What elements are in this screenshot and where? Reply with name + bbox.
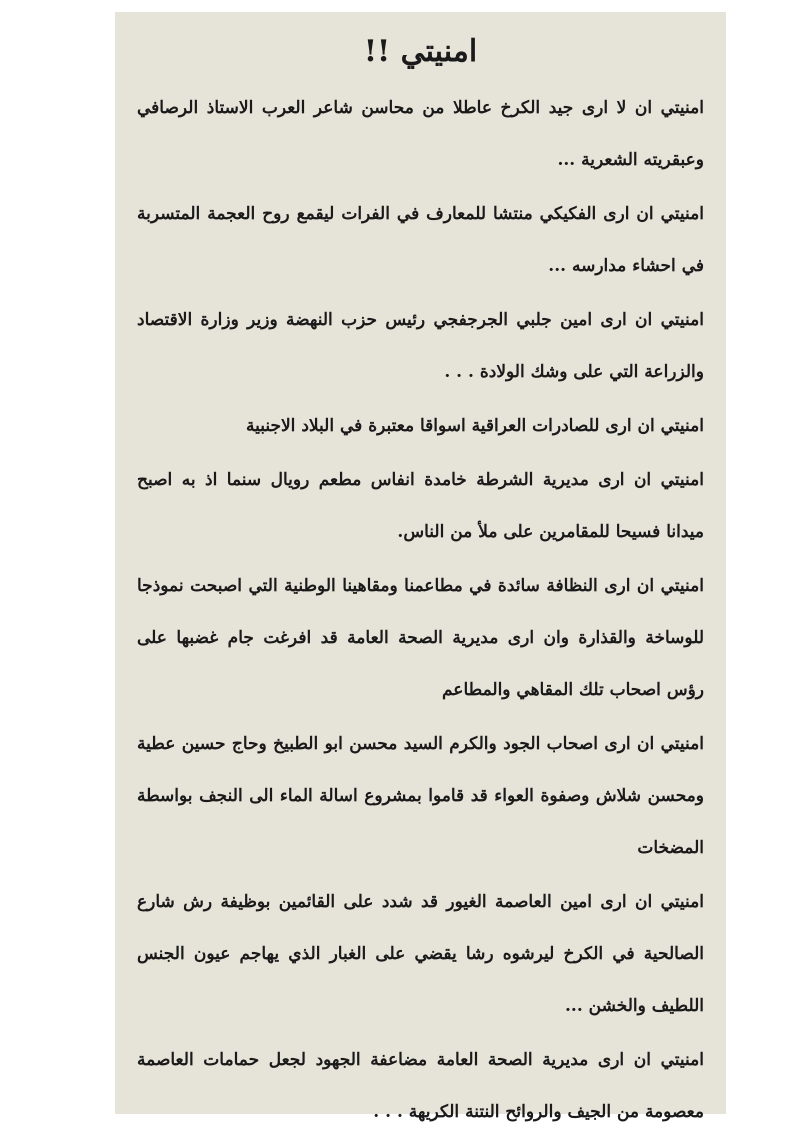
paragraph-8: امنيتي ان ارى امين العاصمة الغيور قد شدد على القائمين بوظيفة رش شارع الصالحية في الكرخ ليرشوه رشا يقضي على الغبار الذي يهاجم عيون الجنس اللطيف والخشن ... <box>137 892 704 1016</box>
paragraph-4: امنيتي ان ارى للصادرات العراقية اسواقا معتبرة في البلاد الاجنبية <box>245 416 704 436</box>
paragraph-3: امنيتي ان ارى امين جلبي الجرجفجي رئيس حزب النهضة وزير وزارة الاقتصاد والزراعة التي على وشك الولادة . . . <box>137 310 704 382</box>
paragraph-6: امنيتي ان ارى النظافة سائدة في مطاعمنا ومقاهينا الوطنية التي اصبحت نموذجا للوساخة والقذارة وان ارى مديرية الصحة العامة قد افرغت جام غضبها على رؤس اصحاب تلك المقاهي والمطاعم <box>137 576 704 700</box>
page-title: امنيتي !! <box>363 34 478 69</box>
paragraph-2: امنيتي ان ارى الفكيكي منتشا للمعارف في الفرات ليقمع روح العجمة المتسربة في احشاء مدارسه ... <box>137 204 704 276</box>
paragraph-7: امنيتي ان ارى اصحاب الجود والكرم السيد محسن ابو الطبيخ وحاج حسين عطية ومحسن شلاش وصفوة العواء قد قاموا بمشروع اسالة الماء الى النجف بواسطة المضخات <box>137 734 704 858</box>
paragraph-5: امنيتي ان ارى مديرية الشرطة خامدة انفاس مطعم رويال سنما اذ به اصبح ميدانا فسيحا للمقامرين على ملأ من الناس. <box>137 470 704 542</box>
paragraph-1: امنيتي ان لا ارى جيد الكرخ عاطلا من محاسن شاعر العرب الاستاذ الرصافي وعبقريته الشعرية ... <box>137 98 704 170</box>
paragraph-9: امنيتي ان ارى مديرية الصحة العامة مضاعفة الجهود لجعل حمامات العاصمة معصومة من الجيف والروائح النتنة الكريهة . . . <box>137 1050 704 1122</box>
newspaper-page <box>115 12 726 1122</box>
